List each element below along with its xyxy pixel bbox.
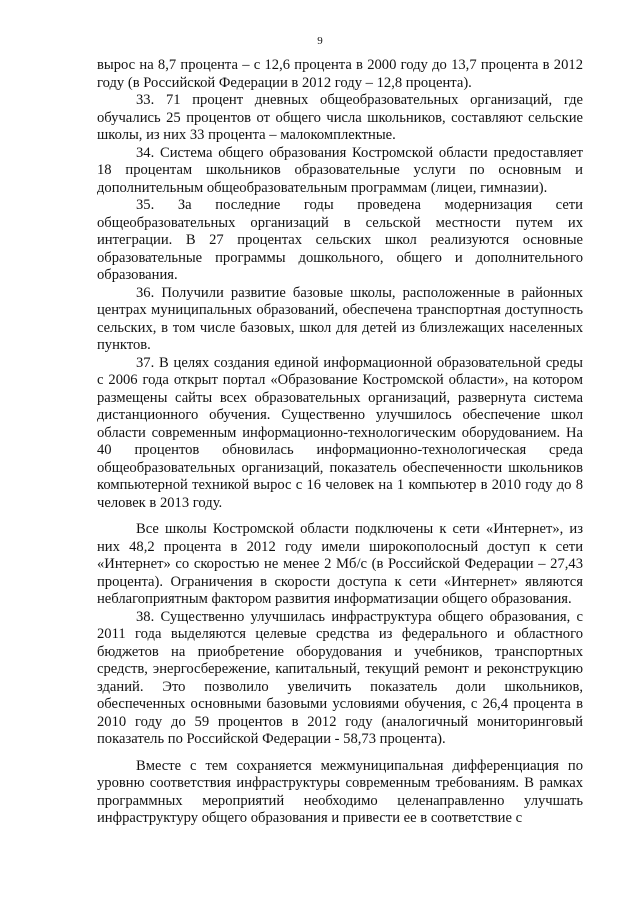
paragraph-36: 36. Получили развитие базовые школы, расположенные в районных центрах муниципальных образований, обеспечена транспортная доступность сельских, в том числе базовых, школ для детей из близлежащих населенных пунктов. bbox=[97, 284, 583, 353]
paragraph-continuation: вырос на 8,7 процента – с 12,6 процента в 2000 году до 13,7 процента в 2012 году (в Российской Федерации в 2012 году – 12,8 процента). bbox=[97, 57, 583, 91]
document-body bbox=[97, 57, 583, 828]
paragraph-internet: Все школы Костромской области подключены к сети «Интернет», из них 48,2 процента в 2012 году имели широкополосный доступ к сети «Интернет» со скоростью не менее 2 Мб/с (в Российской Федерации – 27,43 процента). Ограничения в скорости доступа к сети «Интернет» являются неблагоприятным фактором развития информатизации общего образования. bbox=[97, 521, 583, 607]
paragraph-33: 33. 71 процент дневных общеобразовательных организаций, где обучались 25 процентов от общего числа школьников, составляют сельские школы, из них 33 процента – малокомплектные. bbox=[97, 92, 583, 143]
paragraph-38: 38. Существенно улучшилась инфраструктура общего образования, с 2011 года выделяются целевые средства из федерального и областного бюджетов на приобретение оборудования и учебников, транспортных средств, энергосбережение, капитальный, текущий ремонт и реконструкцию зданий. Это позволило увеличить показатель доли школьников, обеспеченных основными базовыми условиями обучения, с 26,4 процента в 2010 году до 59 процентов в 2012 году (аналогичный мониторинговый показатель по Российской Федерации - 58,73 процента). bbox=[97, 608, 583, 747]
page-number: 9 bbox=[317, 35, 323, 47]
paragraph-37: 37. В целях создания единой информационной образовательной среды с 2006 года открыт портал «Образование Костромской области», на котором размещены сайты всех образовательных организаций, развернута система дистанционного обучения. Существенно улучшилось обеспечение школ области современным информационно-технологическим оборудованием. На 40 процентов обновилась информационно-технологическая среда общеобразовательных организаций, показатель обеспеченности школьников компьютерной техникой вырос с 16 человек на 1 компьютер в 2010 году до 8 человек в 2013 году. bbox=[97, 354, 583, 511]
paragraph-34: 34. Система общего образования Костромской области предоставляет 18 процентам школьников образовательные услуги по основным и дополнительным общеобразовательным программам (лицеи, гимназии). bbox=[97, 144, 583, 196]
paragraph-differentiation: Вместе с тем сохраняется межмуниципальная дифференциация по уровню соответствия инфраструктуры современным требованиям. В рамках программных мероприятий необходимо целенаправленно улучшать инфраструктуру общего образования и привести ее в соответствие с bbox=[97, 757, 583, 826]
paragraph-35: 35. За последние годы проведена модернизация сети общеобразовательных организаций в сельской местности путем их интеграции. В 27 процентах сельских школ реализуются основные образовательные программы дошкольного, общего и дополнительного образования. bbox=[97, 197, 583, 283]
